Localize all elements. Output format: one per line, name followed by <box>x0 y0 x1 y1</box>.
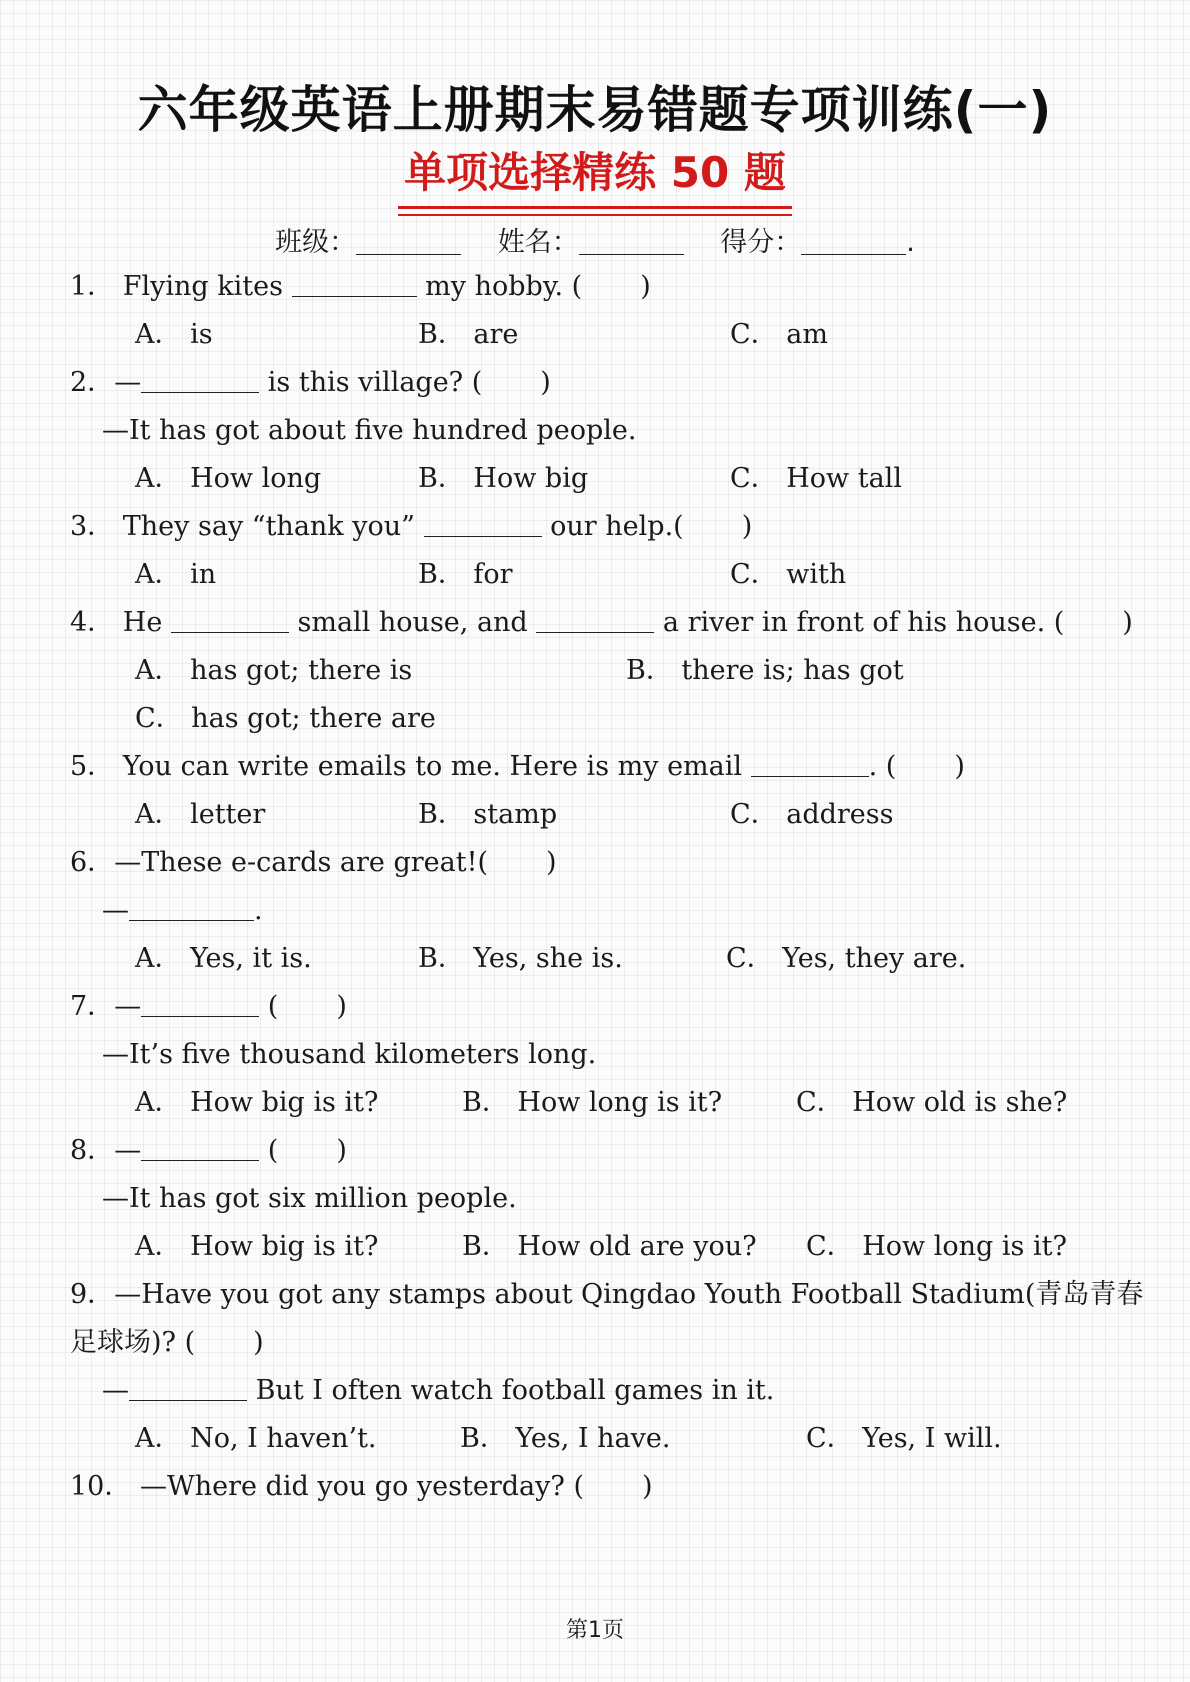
question-2 <box>70 366 551 400</box>
q2-option-a[interactable]: A． How long <box>135 463 322 494</box>
question-number: 7． <box>70 991 115 1022</box>
name-field <box>498 220 684 259</box>
answer-blank[interactable] <box>141 1136 259 1161</box>
question-text-post: ( <box>267 991 279 1022</box>
question-number: 1． <box>70 271 115 302</box>
name-blank[interactable] <box>579 234 684 255</box>
paren-close: ) <box>546 847 557 878</box>
answer-blank-1[interactable] <box>171 608 289 633</box>
q1-option-c[interactable]: C． am <box>730 319 828 350</box>
question-text-post: my hobby. ( <box>425 271 583 302</box>
page-number: 第1页 <box>566 1618 624 1643</box>
paren-close: ) <box>641 1471 653 1502</box>
question-text-pre: — <box>114 1135 142 1166</box>
q5-option-b[interactable]: B． stamp <box>418 799 558 830</box>
q7-option-c[interactable]: C． How old is she? <box>796 1087 1068 1118</box>
class-label: 班级： <box>275 227 357 258</box>
question-text-pre: — <box>114 991 142 1022</box>
question-text-post: a river in front of his house. ( <box>662 607 1065 638</box>
answer-blank[interactable] <box>424 512 542 537</box>
subtitle-wrap <box>0 140 1190 209</box>
paren-close: ) <box>336 1135 347 1166</box>
q5-option-a[interactable]: A． letter <box>135 799 266 830</box>
name-label: 姓名： <box>497 227 579 258</box>
score-label: 得分： <box>720 227 802 258</box>
question-number: 3． <box>70 511 115 542</box>
page-title: 六年级英语上册期末易错题专项训练(一) <box>137 81 1053 139</box>
question-text-post: ( <box>267 1135 279 1166</box>
question-9-cont <box>70 1326 264 1360</box>
answer-blank-2[interactable] <box>536 608 654 633</box>
question-text-pre: —These e-cards are great!( <box>114 847 488 878</box>
reply-end: . <box>254 895 263 926</box>
answer-blank[interactable] <box>129 1376 247 1401</box>
q8-reply: —It has got six million people. <box>102 1183 517 1214</box>
question-number: 5． <box>70 751 115 782</box>
question-8 <box>70 1134 347 1168</box>
paren-close: ) <box>640 271 651 302</box>
q3-option-b[interactable]: B． for <box>418 559 513 590</box>
q4-option-c[interactable]: C． has got; there are <box>135 703 436 734</box>
paren-close: ) <box>336 991 347 1022</box>
question-number: 9． <box>70 1279 115 1310</box>
q3-option-c[interactable]: C． with <box>730 559 847 590</box>
question-text-pre: You can write emails to me. Here is my email <box>122 751 743 782</box>
paren-close: ) <box>954 751 965 782</box>
q1-option-a[interactable]: A． is <box>135 319 213 350</box>
q4-option-b[interactable]: B． there is; has got <box>626 655 904 686</box>
question-text-pre: — <box>114 367 142 398</box>
q9-option-c[interactable]: C． Yes, I will. <box>806 1423 1002 1454</box>
paren-close: ) <box>1122 607 1133 638</box>
reply-dash: — <box>102 1375 129 1406</box>
class-field <box>275 220 461 259</box>
q8-option-c[interactable]: C． How long is it? <box>806 1231 1067 1262</box>
question-text-pre: He <box>122 607 163 638</box>
question-text-post: . ( <box>868 751 897 782</box>
answer-blank[interactable] <box>129 896 254 921</box>
question-5 <box>70 750 965 784</box>
q8-option-a[interactable]: A． How big is it? <box>135 1231 379 1262</box>
q6-option-b[interactable]: B． Yes, she is. <box>418 943 623 974</box>
answer-blank[interactable] <box>292 272 417 297</box>
question-text-mid: small house, and <box>297 607 528 638</box>
q2-option-c[interactable]: C． How tall <box>730 463 902 494</box>
q9-reply <box>102 1374 774 1408</box>
question-6 <box>70 846 557 880</box>
question-text-line2: 足球场)? ( <box>70 1327 196 1358</box>
question-number: 10． <box>70 1471 132 1502</box>
question-number: 2． <box>70 367 115 398</box>
q8-option-b[interactable]: B． How old are you? <box>462 1231 757 1262</box>
answer-blank[interactable] <box>141 368 259 393</box>
question-1 <box>70 270 651 304</box>
question-text-pre: Flying kites <box>122 271 283 302</box>
q6-option-a[interactable]: A． Yes, it is. <box>135 943 312 974</box>
question-number: 4． <box>70 607 115 638</box>
reply-dash: — <box>102 895 129 926</box>
score-field <box>720 220 915 259</box>
class-blank[interactable] <box>356 234 461 255</box>
question-10 <box>70 1470 653 1504</box>
student-info-row <box>0 220 1190 259</box>
question-text-post: is this village? ( <box>267 367 483 398</box>
q6-option-c[interactable]: C． Yes, they are. <box>726 943 967 974</box>
q7-option-a[interactable]: A． How big is it? <box>135 1087 379 1118</box>
reply-text: But I often watch football games in it. <box>255 1375 775 1406</box>
q5-option-c[interactable]: C． address <box>730 799 894 830</box>
q3-option-a[interactable]: A． in <box>135 559 217 590</box>
question-4 <box>70 606 1133 640</box>
question-9 <box>70 1278 1143 1312</box>
q4-option-a[interactable]: A． has got; there is <box>135 655 413 686</box>
page-subtitle: 单项选择精练 50 题 <box>398 140 792 209</box>
question-text-pre: —Where did you go yesterday? ( <box>139 1471 584 1502</box>
q7-option-b[interactable]: B． How long is it? <box>462 1087 723 1118</box>
q1-option-b[interactable]: B． are <box>418 319 519 350</box>
question-text-line1: —Have you got any stamps about Qingdao Youth Football Stadium(青岛青春 <box>114 1279 1144 1310</box>
q6-reply <box>102 894 263 928</box>
answer-blank[interactable] <box>141 992 259 1017</box>
question-7 <box>70 990 347 1024</box>
question-3 <box>70 510 752 544</box>
score-blank[interactable] <box>801 234 906 255</box>
question-number: 6． <box>70 847 115 878</box>
answer-blank[interactable] <box>751 752 869 777</box>
q9-option-b[interactable]: B． Yes, I have. <box>460 1423 671 1454</box>
question-number: 8． <box>70 1135 115 1166</box>
q9-option-a[interactable]: A． No, I haven’t. <box>135 1423 377 1454</box>
score-end-dot: . <box>906 227 915 258</box>
paren-close: ) <box>741 511 753 542</box>
q7-reply: —It’s five thousand kilometers long. <box>102 1039 597 1070</box>
q2-option-b[interactable]: B． How big <box>418 463 589 494</box>
paren-close: ) <box>540 367 551 398</box>
q2-reply: —It has got about five hundred people. <box>102 415 637 446</box>
question-text-pre: They say “thank you” <box>122 511 415 542</box>
paren-close: ) <box>253 1327 264 1358</box>
question-text-post: our help.( <box>550 511 684 542</box>
